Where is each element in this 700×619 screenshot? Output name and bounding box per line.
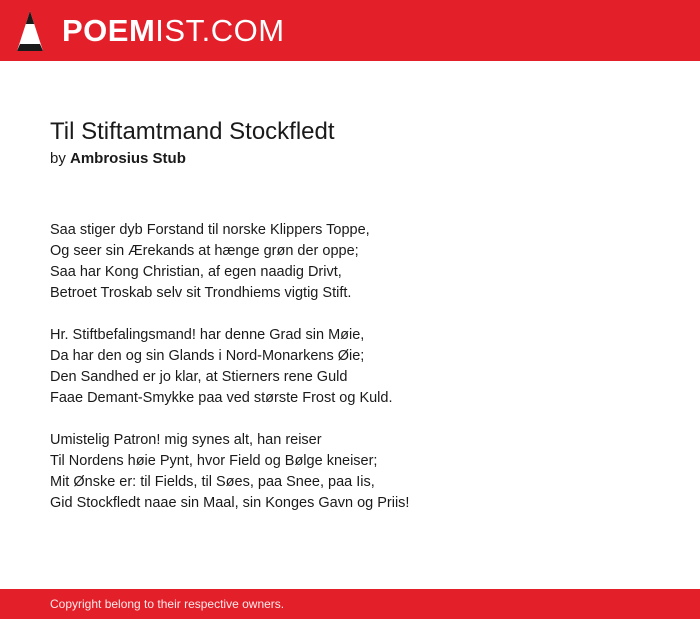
poem-line: Gid Stockfledt naae sin Maal, sin Konges Gavn og Priis! bbox=[50, 495, 410, 511]
poem-line: Hr. Stiftbefalingsmand! har denne Grad sin Møie, bbox=[50, 327, 365, 343]
site-footer bbox=[0, 589, 700, 619]
poem-line: Mit Ønske er: til Fields, til Søes, paa Snee, paa Iis, bbox=[50, 474, 375, 490]
poem-line: Saa stiger dyb Forstand til norske Klippers Toppe, bbox=[50, 222, 370, 238]
copyright-notice: Copyright belong to their respective owners. bbox=[50, 597, 285, 611]
poem-line: Saa har Kong Christian, af egen naadig Drivt, bbox=[50, 264, 342, 280]
poem-stanza bbox=[50, 325, 670, 409]
logo-bold-text: POEM bbox=[62, 13, 156, 48]
poem-line: Da har den og sin Glands i Nord-Monarkens Øie; bbox=[50, 348, 365, 364]
poem-title: Til Stiftamtmand Stockfledt bbox=[50, 118, 335, 145]
logo-light-text: IST.COM bbox=[155, 13, 285, 48]
poem-stanza bbox=[50, 430, 670, 514]
poem-author: Ambrosius Stub bbox=[70, 150, 186, 167]
poem-line: Og seer sin Ærekands at hænge grøn der oppe; bbox=[50, 243, 359, 259]
poem-body bbox=[50, 220, 670, 514]
by-label: by bbox=[50, 150, 66, 167]
poem-line: Umistelig Patron! mig synes alt, han reiser bbox=[50, 432, 322, 448]
poem-stanza bbox=[50, 220, 670, 304]
poem-line: Faae Demant-Smykke paa ved største Frost og Kuld. bbox=[50, 390, 393, 406]
site-header bbox=[0, 0, 700, 61]
poem-line: Den Sandhed er jo klar, at Stierners rene Guld bbox=[50, 369, 348, 385]
site-logo[interactable] bbox=[62, 13, 285, 49]
pencil-tip-icon[interactable] bbox=[17, 11, 43, 51]
poem-content bbox=[50, 116, 670, 535]
poem-line: Betroet Troskab selv sit Trondhiems vigtig Stift. bbox=[50, 285, 352, 301]
poem-byline bbox=[50, 148, 670, 170]
poem-line: Til Nordens høie Pynt, hvor Field og Bølge kneiser; bbox=[50, 453, 378, 469]
